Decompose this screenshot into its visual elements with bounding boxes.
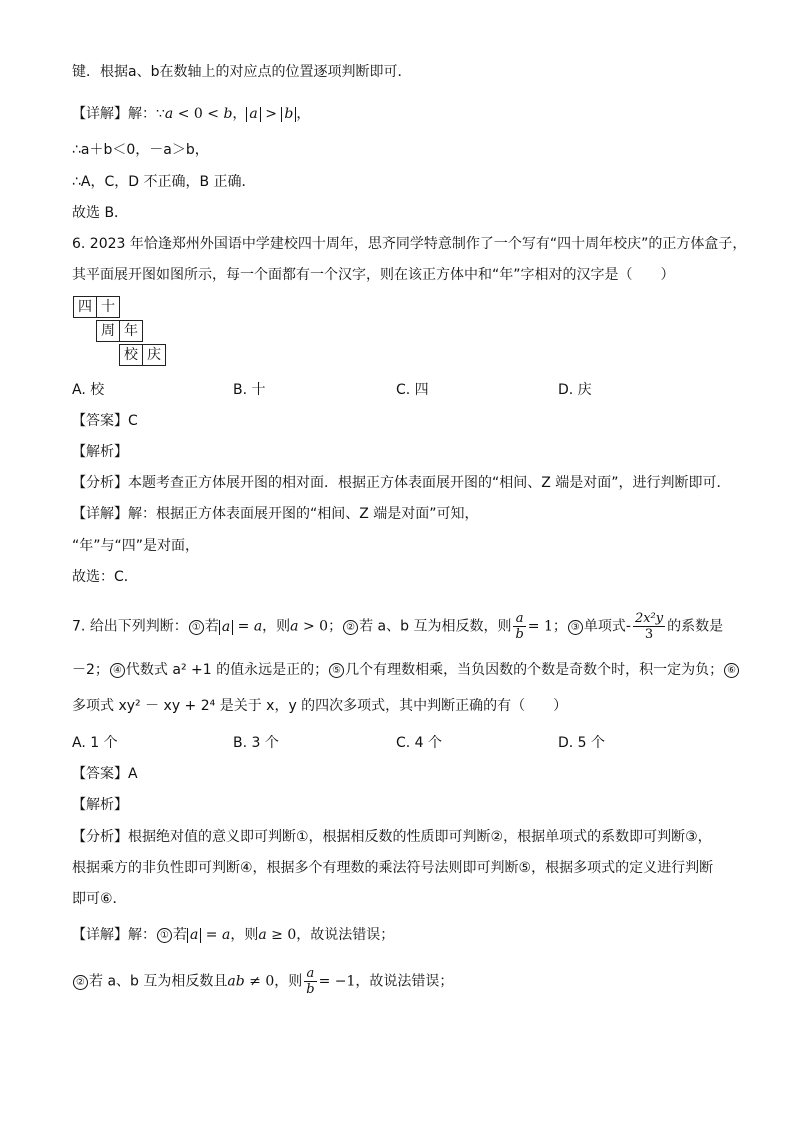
- detail-line: ② 若 a、b 互为相反数且ab ≠ 0，则 $\frac{a}{b}$ = −1，故说法错误；: [72, 966, 453, 997]
- circled-number: ⑤: [329, 663, 344, 678]
- text-line: ∴a＋b＜0，－a＞b，: [72, 142, 209, 158]
- detail-line: 【详解】解：∵a < 0 < b， a > b ，: [72, 106, 311, 122]
- circled-number: ①: [189, 620, 204, 635]
- circled-number: ②: [73, 975, 88, 990]
- question-7-stem: －2； ④ 代数式 a² +1 的值永远是正的； ⑤ 几个有理数相乘，当负因数的个数是奇数个时，积一定为负； ⑥: [72, 660, 740, 680]
- fraction: $\frac{a}{b}$: [515, 611, 524, 642]
- answer-line: 【答案】C: [72, 413, 138, 429]
- net-face: 十: [96, 296, 120, 318]
- analysis-line: 【分析】本题考查正方体展开图的相对面．根据正方体表面展开图的“相间、Z 端是对面”，进行判断即可．: [72, 475, 731, 491]
- fraction: $\frac{a}{b}$: [306, 966, 315, 997]
- text-line: “年”与“四”是对面，: [72, 538, 200, 554]
- fraction: $\frac{\text{2x²y}}{3}$: [634, 611, 664, 642]
- answer-line: 【答案】A: [72, 766, 138, 782]
- circled-number: ①: [157, 928, 172, 943]
- detail-line: 【详解】解：根据正方体表面展开图的“相间、Z 端是对面”可知，: [72, 506, 479, 522]
- net-face: 庆: [142, 344, 166, 366]
- text-line: 故选 B．: [72, 205, 129, 221]
- question-7-stem: 7. 给出下列判断： ① 若 a = a，则a > 0； ② 若 a、b 互为相反数，则 $\frac{a}{b}$ = 1； ③ 单项式- $\frac{\text{2x²y}}{3}$ 的系数是: [72, 611, 724, 642]
- option-b: B. 3 个: [233, 735, 279, 751]
- question-7-stem: 多项式 xy² － xy + 2⁴ 是关于 x，y 的四次多项式，其中判断正确的有（ ）: [72, 698, 568, 714]
- circled-number: ⑥: [724, 663, 739, 678]
- analysis-label: 【解析】: [72, 797, 128, 813]
- circled-number: ④: [110, 663, 125, 678]
- net-face: 校: [119, 344, 143, 366]
- analysis-line: 根据乘方的非负性即可判断④，根据多个有理数的乘法符号法则即可判断⑤，根据多项式的定义进行判断: [72, 860, 714, 876]
- option-c: C. 四: [396, 382, 429, 398]
- circled-number: ③: [568, 620, 583, 635]
- analysis-line: 【分析】根据绝对值的意义即可判断①，根据相反数的性质即可判断②，根据单项式的系数即可判断③，: [72, 829, 712, 845]
- question-6-stem: 6. 2023 年恰逢郑州外国语中学建校四十周年，思齐同学特意制作了一个写有“四十周年校庆”的正方体盒子，: [72, 236, 747, 252]
- net-face: 周: [96, 320, 120, 342]
- text-line: ∴A，C，D 不正确，B 正确．: [72, 174, 256, 190]
- option-c: C. 4 个: [396, 735, 443, 751]
- option-a: A. 1 个: [72, 735, 118, 751]
- option-a: A. 校: [72, 382, 105, 398]
- circled-number: ②: [343, 620, 358, 635]
- text-line: 键．根据a、b在数轴上的对应点的位置逐项判断即可．: [72, 64, 412, 80]
- option-d: D. 5 个: [558, 735, 606, 751]
- analysis-label: 【解析】: [72, 444, 128, 460]
- question-6-stem: 其平面展开图如图所示，每一个面都有一个汉字，则在该正方体中和“年”字相对的汉字是（ ）: [72, 267, 675, 283]
- analysis-line: 即可⑥．: [72, 891, 127, 907]
- detail-label: 【详解】: [72, 106, 128, 122]
- net-face: 年: [119, 320, 143, 342]
- option-d: D. 庆: [558, 382, 592, 398]
- detail-line: 【详解】解： ① 若 a = a，则a ≥ 0，故说法错误；: [72, 927, 395, 943]
- option-b: B. 十: [233, 382, 266, 398]
- net-face: 四: [73, 296, 97, 318]
- text-line: 故选：C．: [72, 569, 138, 585]
